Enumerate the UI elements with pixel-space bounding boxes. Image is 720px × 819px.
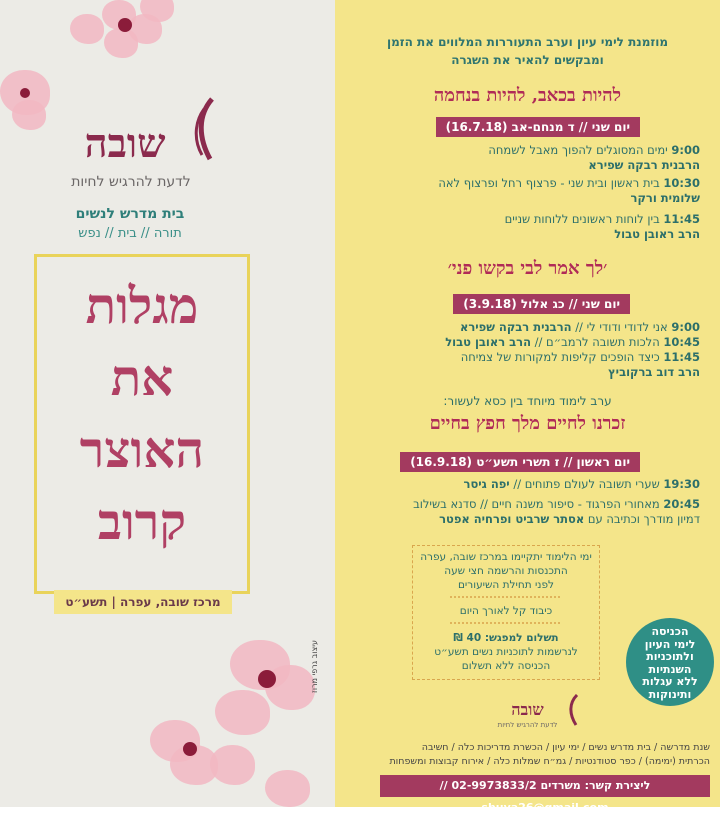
lecturer: הרבנית רבקה שפירא <box>459 320 572 334</box>
section-title: להיות בכאב, להיות בנחמה <box>433 85 622 106</box>
footer-line: שנת מדרשה / בית מדרש נשים / ימי עיון / הכשרת מדריכות כלה / חשיבה <box>421 742 710 753</box>
talk-title: בין לוחות ראשונים ללוחות שניים <box>504 212 660 226</box>
time: 19:30 <box>663 477 700 491</box>
contact-email-link[interactable]: shuva26@gmail.com <box>481 801 609 814</box>
talk-title: בית ראשון ובית שני - פרצוף רחל ופרצוף לאה <box>438 176 660 190</box>
logo-text: שובה <box>84 120 166 167</box>
section-title: זכרנו לחיים מלך חפץ בחיים <box>429 413 626 434</box>
time: 11:45 <box>663 212 700 226</box>
lecturer: הרב ראובן טבול <box>614 227 700 241</box>
schedule-row <box>360 212 700 242</box>
lecturer: הרבנית רבקה שפירא <box>588 158 700 172</box>
badge-line: ותינוקות <box>648 687 692 701</box>
lecturer: שלומית ורקר <box>630 191 700 205</box>
badge-line: ולתוכניות <box>646 650 694 663</box>
date-bar: יום שני // כג אלול (3.9.18) <box>453 294 630 314</box>
badge-line: השנתיות <box>648 662 692 676</box>
beit-midrash-label: בית מדרש לנשים <box>75 206 185 222</box>
lecturer: אסתר שרביט ופרחיה אפטר <box>439 512 585 526</box>
section-title: ׳לך אמר לבי בקשו פני׳ <box>447 258 608 279</box>
schedule-row <box>360 176 700 206</box>
talk-title: מאחורי הפרגוד - סיפור משנה חיים // סדנא בשילוב <box>413 497 660 511</box>
torah-line: תורה // בית // נפש <box>78 226 182 241</box>
time: 9:00 <box>671 320 700 334</box>
logo-subtitle: לדעת להרגיש לחיות <box>71 174 191 190</box>
shuva-small-logo-icon <box>565 694 579 728</box>
info-line: כיבוד קל לאורך היום <box>459 605 553 617</box>
info-line: לפני תחילת השיעורים <box>457 579 555 591</box>
badge-line: לימי העיון <box>644 637 696 651</box>
contact-label: ליצירת קשר: משרדים 02-9973833/2 // <box>439 779 651 792</box>
schedule-row <box>360 512 700 527</box>
schedule-row <box>360 320 700 335</box>
intro-text <box>345 33 710 69</box>
info-line: לנרשמות לתוכניות נשים תשע״ט <box>434 646 578 658</box>
shuva-logo-icon <box>190 97 216 167</box>
date-bar: יום ראשון // ז תשרי תשע״ט (16.9.18) <box>400 452 640 472</box>
time: 10:30 <box>663 176 700 190</box>
small-logo-subtitle: לדעת להרגיש לחיות <box>497 721 558 729</box>
main-title-line: את <box>110 348 174 407</box>
footer-programs <box>345 741 710 769</box>
section-pre-title: ערב לימוד מיוחד בין כסא לעשור: <box>443 394 612 408</box>
lecturer: הרב דוב ברקוביץ <box>608 365 700 379</box>
talk-title: אני לדודי ודודי לי // <box>575 320 668 334</box>
main-title <box>42 270 242 558</box>
divider <box>450 596 560 602</box>
schedule-row <box>360 350 700 380</box>
talk-title: ימים המסוגלים להפוך מאבל לשמחה <box>488 143 668 157</box>
talk-title: כיצד הופכים קליפות למקורות של צמיחה <box>460 350 660 364</box>
intro-line: מוזמנת לימי עיון וערב התעוררות המלווים את הזמן <box>386 35 668 49</box>
left-panel <box>0 0 335 807</box>
lecturer: הרב ראובן טבול <box>445 335 531 349</box>
time: 20:45 <box>663 497 700 511</box>
small-logo-text: שובה <box>511 700 544 719</box>
time: 9:00 <box>671 143 700 157</box>
schedule-row <box>360 335 700 350</box>
talk-title: שערי תשובה לעולם פתוחים // <box>513 477 660 491</box>
badge-line: הכניסה <box>651 625 689 638</box>
design-credit: עיצוב גרפי מרוז <box>310 640 319 693</box>
main-title-line: קרוב <box>97 492 187 551</box>
divider <box>450 622 560 628</box>
lecturer: יפה גיסר <box>463 477 510 491</box>
free-entry-badge <box>626 618 714 706</box>
info-line: הכניסה ללא תשלום <box>461 660 551 672</box>
time: 11:45 <box>663 350 700 364</box>
intro-line: ומבקשים להאיר את השגרה <box>451 53 604 67</box>
schedule-row <box>360 143 700 173</box>
location-year-tag: מרכז שובה, עפרה | תשע״ט <box>54 590 232 614</box>
main-title-line: מגלות <box>85 276 199 335</box>
info-line: ימי הלימוד יתקיימו במרכז שובה, עפרה <box>420 551 592 563</box>
date-bar: יום שני // ד מנחם-אב (16.7.18) <box>436 117 640 137</box>
talk-title: הלכות תשובה לרמב״ם // <box>534 335 660 349</box>
time: 10:45 <box>663 335 700 349</box>
badge-line: ללא עגלות <box>642 675 698 688</box>
footer-line: הכרתית (ימימה) / כפר סטודנטיות / גמ״ח שמלות כלה / אירוח קבוצות ומשפחות <box>389 756 710 767</box>
schedule-row <box>360 497 700 512</box>
talk-title: דמיון מודרך וכתיבה עם <box>587 512 700 526</box>
info-line: התכנסות והרשמה חצי שעה <box>444 565 568 577</box>
schedule-row <box>360 477 700 492</box>
contact-bar <box>380 775 710 814</box>
main-title-line: האוצר <box>79 420 205 479</box>
info-line: תשלום למפגש: 40 ₪ <box>453 632 559 644</box>
